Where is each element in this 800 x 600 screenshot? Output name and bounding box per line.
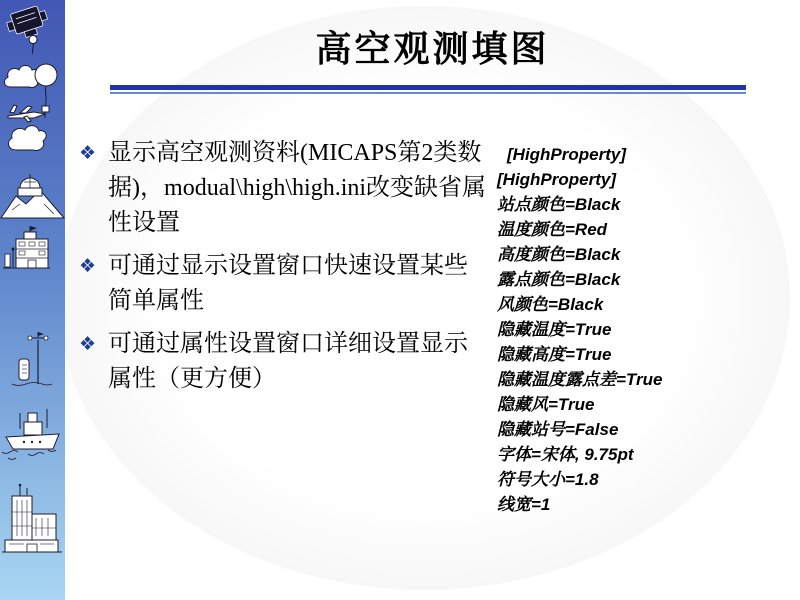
slide-content [65,0,800,600]
config-line: 隐藏温度=True [497,320,612,339]
config-line: [HighProperty] [507,145,626,164]
divider-thin-line [110,92,746,94]
weather-illustration-sidebar [0,0,65,600]
bullet-item [79,136,487,241]
bullet-item [79,249,487,319]
diamond-bullet-icon: ❖ [79,142,97,164]
config-line: 露点颜色=Black [497,270,621,289]
config-line: 隐藏温度露点差=True [497,370,663,389]
config-line: 风颜色=Black [497,295,604,314]
bullet-list [79,136,487,517]
diamond-bullet-icon: ❖ [79,255,97,277]
config-line: 高度颜色=Black [497,245,621,264]
config-line: [HighProperty] [497,170,616,189]
config-line: 隐藏高度=True [497,345,612,364]
config-line: 隐藏风=True [497,395,595,414]
bullet-text: 显示高空观测资料(MICAPS第2类数据)，modual\high\high.ini改变缺省属性设置 [108,140,487,236]
weather-clipart-strip [0,0,65,600]
bullet-item [79,327,487,397]
config-line: 线宽=1 [497,495,551,514]
config-snippet [497,142,745,517]
config-line: 字体=宋体, 9.75pt [497,445,634,464]
bullet-text: 可通过属性设置窗口详细设置显示属性（更方便） [108,331,469,392]
config-line: 温度颜色=Red [497,220,608,239]
title-divider [110,85,746,94]
diamond-bullet-icon: ❖ [79,333,97,355]
config-line: 站点颜色=Black [497,195,621,214]
body-columns [65,136,800,517]
config-line: 符号大小=1.8 [497,470,599,489]
config-line: 隐藏站号=False [497,420,619,439]
bullet-text: 可通过显示设置窗口快速设置某些简单属性 [108,253,469,314]
slide-title: 高空观测填图 [315,29,550,69]
